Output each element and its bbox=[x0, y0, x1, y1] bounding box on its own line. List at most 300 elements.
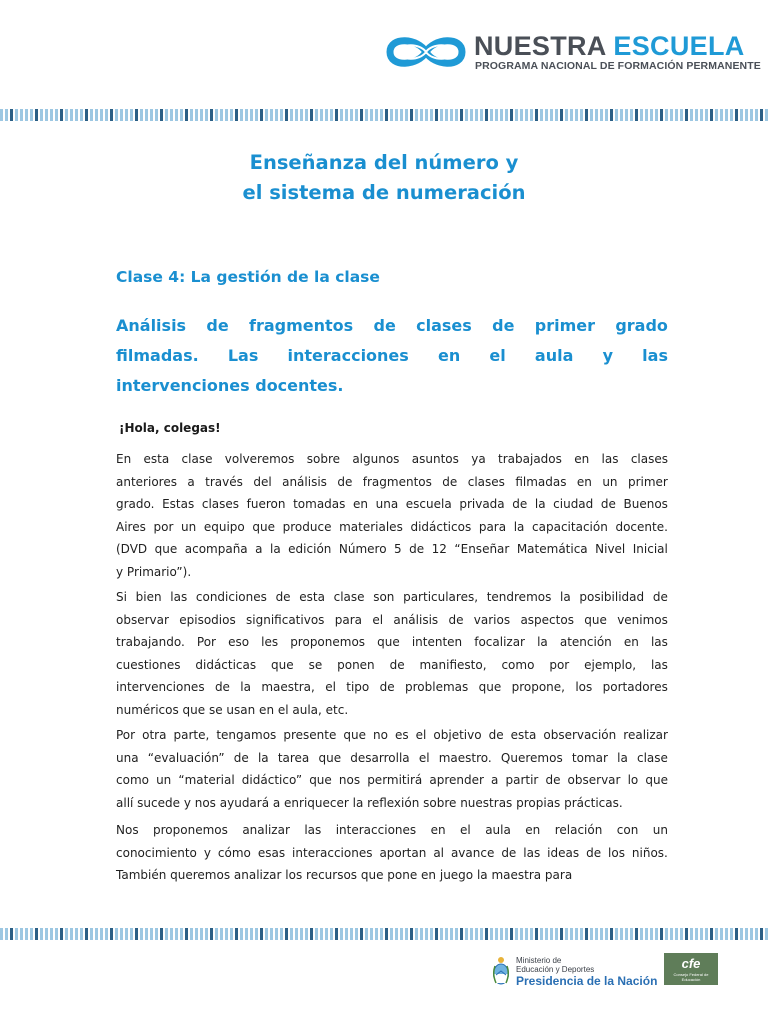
stripe-bar bbox=[730, 109, 733, 121]
stripe-bar bbox=[80, 928, 83, 940]
paragraph-2 bbox=[116, 586, 668, 721]
paragraph-word: cuestiones bbox=[116, 657, 181, 672]
paragraph-word: la bbox=[560, 590, 571, 604]
stripe-bar bbox=[675, 109, 678, 121]
stripe-bar bbox=[510, 109, 513, 121]
paragraph-word: didácticos bbox=[410, 519, 472, 534]
stripe-bar bbox=[350, 928, 353, 940]
stripe-bar bbox=[230, 928, 233, 940]
paragraph-word: que bbox=[343, 728, 366, 742]
paragraph-word: de bbox=[652, 590, 668, 604]
lead-word: primer bbox=[534, 316, 595, 335]
paragraph-line bbox=[116, 586, 668, 609]
stripe-bar bbox=[25, 928, 28, 940]
paragraph-line bbox=[116, 676, 668, 699]
paragraph-word: portadores bbox=[602, 680, 668, 694]
paragraph-word: parte, bbox=[173, 728, 210, 742]
stripe-bar bbox=[140, 928, 143, 940]
stripe-bar bbox=[725, 928, 728, 940]
stripe-bar bbox=[415, 109, 418, 121]
paragraph-word: una bbox=[116, 750, 139, 765]
stripe-bar bbox=[140, 109, 143, 121]
paragraph-word: de bbox=[600, 497, 616, 511]
paragraph-word: que bbox=[584, 612, 607, 627]
brand-word-nuestra: NUESTRA bbox=[474, 31, 606, 61]
stripe-bar bbox=[10, 928, 13, 940]
stripe-bar bbox=[120, 109, 123, 121]
stripe-bar bbox=[645, 109, 648, 121]
stripe-bar bbox=[195, 109, 198, 121]
lead-word: de bbox=[206, 316, 229, 335]
paragraph-word: en bbox=[430, 823, 446, 837]
stripe-bar bbox=[55, 928, 58, 940]
stripe-bar bbox=[460, 928, 463, 940]
ministry-line-1: Ministerio de bbox=[516, 956, 562, 965]
paragraph-word: atención bbox=[559, 635, 612, 649]
paragraph-word: Número bbox=[338, 542, 387, 556]
paragraph-word: de bbox=[545, 773, 561, 787]
stripe-bar bbox=[240, 109, 243, 121]
stripe-bar bbox=[395, 928, 398, 940]
paragraph-word: les bbox=[261, 635, 279, 649]
lead-word: de bbox=[492, 316, 515, 335]
stripe-bar bbox=[15, 109, 18, 121]
lead-word: filmadas. bbox=[116, 346, 199, 365]
stripe-bar bbox=[175, 928, 178, 940]
paragraph-word: sobre bbox=[306, 452, 340, 466]
paragraph-word: una bbox=[375, 497, 399, 511]
stripe-bar bbox=[60, 928, 63, 940]
paragraph-word: Si bbox=[116, 590, 127, 604]
stripe-bar bbox=[285, 109, 288, 121]
stripe-bar bbox=[85, 109, 88, 121]
stripe-bar bbox=[200, 109, 203, 121]
stripe-bar bbox=[185, 109, 188, 121]
paragraph-word: proponemos bbox=[290, 635, 366, 649]
stripe-bar bbox=[555, 928, 558, 940]
paragraph-word: como bbox=[116, 773, 149, 787]
stripe-bar bbox=[435, 928, 438, 940]
paragraph-word: Aires bbox=[116, 519, 146, 534]
stripe-bar bbox=[405, 928, 408, 940]
paragraph-word: edición bbox=[288, 542, 332, 556]
stripe-bar bbox=[655, 928, 658, 940]
paragraph-word: que bbox=[478, 680, 502, 694]
stripe-bar bbox=[475, 928, 478, 940]
paragraph-word: un bbox=[181, 519, 197, 534]
paragraph-word: los bbox=[575, 680, 593, 694]
paragraph-line bbox=[116, 631, 668, 654]
paragraph-word: la bbox=[240, 680, 251, 694]
stripe-bar bbox=[120, 928, 123, 940]
paragraph-word: nos bbox=[338, 773, 361, 787]
stripe-bar bbox=[270, 928, 273, 940]
stripe-bar bbox=[345, 928, 348, 940]
paragraph-word: que bbox=[154, 542, 178, 556]
paragraph-line bbox=[116, 724, 668, 747]
lead-word: grado bbox=[615, 316, 668, 335]
stripe-bar bbox=[220, 109, 223, 121]
stripe-bar bbox=[365, 109, 368, 121]
stripe-bar bbox=[520, 928, 523, 940]
paragraph-word: Nivel bbox=[595, 542, 626, 556]
paragraph-word: las bbox=[650, 657, 668, 672]
paragraph-word: En bbox=[116, 452, 132, 466]
stripe-bar bbox=[260, 928, 263, 940]
paragraph-word: de bbox=[379, 680, 395, 694]
stripe-bar bbox=[515, 109, 518, 121]
paragraph-word: la bbox=[537, 635, 548, 649]
stripe-bar bbox=[155, 109, 158, 121]
paragraph-word: en bbox=[574, 452, 590, 466]
stripe-bar bbox=[55, 109, 58, 121]
paragraph-word: de bbox=[275, 590, 291, 604]
stripe-bar bbox=[345, 109, 348, 121]
argentina-shield-icon bbox=[492, 956, 510, 986]
brand-title bbox=[474, 32, 745, 60]
paragraph-word: se bbox=[308, 657, 323, 672]
stripe-bar bbox=[720, 928, 723, 940]
stripe-bar bbox=[335, 928, 338, 940]
stripe-bar bbox=[735, 109, 738, 121]
stripe-bar bbox=[305, 928, 308, 940]
stripe-bar bbox=[370, 109, 373, 121]
paragraph-1 bbox=[116, 448, 668, 583]
stripe-bar bbox=[520, 109, 523, 121]
stripe-bar bbox=[760, 928, 763, 940]
stripe-bar bbox=[690, 109, 693, 121]
paragraph-line bbox=[116, 792, 668, 815]
stripe-bar bbox=[110, 109, 113, 121]
paragraph-word: tendremos bbox=[486, 590, 552, 604]
paragraph-word: Nos bbox=[116, 823, 139, 837]
stripe-bar bbox=[450, 109, 453, 121]
paragraph-word: posibilidad bbox=[579, 590, 645, 604]
stripe-bar bbox=[515, 928, 518, 940]
paragraph-word: clases bbox=[467, 474, 505, 489]
paragraph-line bbox=[116, 609, 668, 632]
title-line-1: Enseñanza del número y bbox=[249, 151, 519, 174]
stripe-bar bbox=[210, 109, 213, 121]
paragraph-word: algunos bbox=[352, 452, 400, 466]
paragraph-word: para bbox=[334, 612, 362, 627]
stripe-bar bbox=[90, 928, 93, 940]
stripe-bar bbox=[100, 109, 103, 121]
paragraph-word: aula bbox=[485, 823, 511, 837]
paragraph-word: ciudad bbox=[553, 497, 594, 511]
stripe-bar bbox=[50, 928, 53, 940]
stripe-bar bbox=[695, 928, 698, 940]
stripe-bar bbox=[160, 109, 163, 121]
nuestra-escuela-logo bbox=[384, 30, 761, 74]
stripe-bar bbox=[70, 928, 73, 940]
paragraph-word: por bbox=[153, 519, 174, 534]
paragraph-word: capacitación bbox=[532, 519, 608, 534]
paragraph-word: que bbox=[252, 519, 275, 534]
stripe-bar bbox=[265, 109, 268, 121]
stripe-bar bbox=[480, 109, 483, 121]
document-title bbox=[0, 148, 768, 208]
stripe-bar bbox=[270, 109, 273, 121]
stripe-bar bbox=[715, 928, 718, 940]
stripe-bar bbox=[385, 928, 388, 940]
paragraph-word: clase bbox=[181, 452, 213, 466]
paragraph-word: didácticas bbox=[195, 657, 257, 672]
stripe-bar bbox=[225, 109, 228, 121]
stripe-bar bbox=[685, 928, 688, 940]
stripe-bar bbox=[210, 928, 213, 940]
stripe-bar bbox=[710, 109, 713, 121]
stripe-bar bbox=[490, 109, 493, 121]
paragraph-word: Matemática bbox=[516, 542, 588, 556]
stripe-bar bbox=[105, 109, 108, 121]
stripe-bar bbox=[740, 928, 743, 940]
stripe-bar bbox=[150, 109, 153, 121]
stripe-bar bbox=[245, 928, 248, 940]
class-heading: Clase 4: La gestión de la clase bbox=[116, 268, 380, 286]
paragraph-line bbox=[116, 864, 668, 887]
stripe-bar bbox=[255, 109, 258, 121]
stripe-bar bbox=[560, 109, 563, 121]
paragraph-word: Queremos bbox=[500, 750, 563, 765]
stripe-bar bbox=[560, 928, 563, 940]
lead-line bbox=[116, 311, 668, 341]
stripe-bar bbox=[135, 928, 138, 940]
stripe-bar bbox=[330, 928, 333, 940]
paragraph-word: focalizar bbox=[474, 635, 525, 649]
stripe-bar bbox=[530, 109, 533, 121]
stripe-bar bbox=[90, 109, 93, 121]
stripe-bar bbox=[45, 109, 48, 121]
stripe-bar bbox=[190, 109, 193, 121]
stripe-bar bbox=[350, 109, 353, 121]
stripe-bar bbox=[540, 928, 543, 940]
paragraph-word: que bbox=[318, 750, 342, 765]
stripe-bar bbox=[705, 109, 708, 121]
paragraph-word: Buenos bbox=[623, 497, 668, 511]
cfe-logo bbox=[664, 953, 718, 985]
stripe-bar bbox=[605, 928, 608, 940]
stripe-bar bbox=[390, 109, 393, 121]
stripe-bar bbox=[25, 109, 28, 121]
stripe-bar bbox=[95, 109, 98, 121]
stripe-bar bbox=[525, 928, 528, 940]
stripe-bar bbox=[420, 109, 423, 121]
paragraph-line bbox=[116, 493, 668, 516]
stripe-bar bbox=[480, 928, 483, 940]
stripe-bar bbox=[595, 109, 598, 121]
stripe-bar bbox=[465, 109, 468, 121]
paragraph-word: trabajados bbox=[498, 452, 562, 466]
paragraph-word: con bbox=[616, 823, 639, 837]
stripe-bar bbox=[505, 109, 508, 121]
paragraph-line bbox=[116, 819, 668, 842]
paragraph-word: la bbox=[534, 497, 546, 511]
paragraph-word: de bbox=[389, 657, 405, 672]
paragraph-word: asuntos bbox=[411, 452, 459, 466]
paragraph-word: avance bbox=[450, 845, 495, 860]
stripe-bar bbox=[185, 928, 188, 940]
stripe-bar bbox=[550, 928, 553, 940]
stripe-bar bbox=[95, 928, 98, 940]
stripe-bar bbox=[200, 928, 203, 940]
paragraph-word: 12 bbox=[431, 542, 447, 556]
stripe-bar bbox=[360, 109, 363, 121]
stripe-bar bbox=[430, 928, 433, 940]
stripe-bar bbox=[740, 109, 743, 121]
lead-line bbox=[116, 341, 668, 371]
stripe-bar bbox=[545, 109, 548, 121]
paragraph-word: Por bbox=[116, 728, 136, 742]
paragraph-word: en bbox=[353, 497, 368, 511]
lead-word: aula bbox=[534, 346, 574, 365]
stripe-bar bbox=[375, 109, 378, 121]
stripe-bar bbox=[445, 928, 448, 940]
stripe-bar bbox=[435, 109, 438, 121]
stripe-bar bbox=[180, 928, 183, 940]
stripe-bar bbox=[750, 928, 753, 940]
stripe-bar bbox=[755, 928, 758, 940]
stripe-bar bbox=[60, 109, 63, 121]
stripe-bar bbox=[590, 109, 593, 121]
stripe-bar bbox=[85, 928, 88, 940]
lead-text: intervenciones docentes. bbox=[116, 376, 344, 395]
stripe-bar bbox=[660, 928, 663, 940]
stripe-bar bbox=[720, 109, 723, 121]
paragraph-line bbox=[116, 842, 668, 865]
stripe-bar bbox=[30, 928, 33, 940]
paragraph-word: es bbox=[394, 728, 409, 742]
ministry-line-2: Educación y Deportes bbox=[516, 965, 595, 974]
paragraph-word: fueron bbox=[246, 497, 286, 511]
paragraph-word: ejemplo, bbox=[584, 657, 637, 672]
paragraph-word: observar bbox=[567, 773, 621, 787]
paragraph-line bbox=[116, 769, 668, 792]
paragraph-word: esta bbox=[510, 728, 537, 742]
stripe-bar bbox=[75, 109, 78, 121]
stripe-bar bbox=[110, 928, 113, 940]
paragraph-word: objetivo bbox=[433, 728, 482, 742]
stripe-bar bbox=[600, 928, 603, 940]
stripe-bar bbox=[610, 928, 613, 940]
stripe-bar bbox=[590, 928, 593, 940]
stripe-bar bbox=[745, 109, 748, 121]
lead-word: Análisis bbox=[116, 316, 187, 335]
stripe-bar bbox=[320, 928, 323, 940]
stripe-bar bbox=[410, 928, 413, 940]
stripe-bar bbox=[205, 109, 208, 121]
stripe-bar bbox=[35, 928, 38, 940]
paragraph-word: intervenciones bbox=[116, 680, 205, 694]
paragraph-word: Por bbox=[196, 635, 216, 649]
stripe-bar bbox=[570, 109, 573, 121]
paragraph-word: aportan bbox=[379, 845, 427, 860]
stripe-bar bbox=[235, 928, 238, 940]
stripe-bar bbox=[375, 928, 378, 940]
paragraph-line bbox=[116, 448, 668, 471]
stripe-bar bbox=[330, 109, 333, 121]
stripe-bar bbox=[280, 928, 283, 940]
paragraph-4 bbox=[116, 819, 668, 887]
brand-word-escuela: ESCUELA bbox=[613, 31, 745, 61]
paragraph-word: maestro. bbox=[438, 750, 492, 765]
paragraph-word: esta bbox=[143, 452, 170, 466]
stripe-bar bbox=[505, 928, 508, 940]
paragraph-word: condiciones bbox=[195, 590, 267, 604]
decorative-stripe-top bbox=[0, 109, 768, 121]
stripe-bar bbox=[230, 109, 233, 121]
stripe-bar bbox=[205, 928, 208, 940]
stripe-bar bbox=[115, 928, 118, 940]
paragraph-word: clase bbox=[333, 590, 365, 604]
stripe-bar bbox=[655, 109, 658, 121]
paragraph-line bbox=[116, 747, 668, 770]
stripe-bar bbox=[260, 109, 263, 121]
stripe-bar bbox=[605, 109, 608, 121]
paragraph-word: primer bbox=[627, 474, 668, 489]
stripe-bar bbox=[425, 928, 428, 940]
stripe-bar bbox=[670, 928, 673, 940]
stripe-bar bbox=[700, 928, 703, 940]
stripe-bar bbox=[170, 928, 173, 940]
stripe-bar bbox=[400, 928, 403, 940]
stripe-bar bbox=[370, 928, 373, 940]
stripe-bar bbox=[275, 928, 278, 940]
lead-word: y bbox=[602, 346, 613, 365]
paragraph-word: del bbox=[253, 474, 272, 489]
stripe-bar bbox=[535, 928, 538, 940]
paragraph-word: a bbox=[255, 542, 263, 556]
stripe-bar bbox=[685, 109, 688, 121]
paragraph-word: ya bbox=[471, 452, 486, 466]
paragraph-word: materiales bbox=[339, 519, 403, 534]
stripe-bar bbox=[555, 109, 558, 121]
stripe-bar bbox=[625, 109, 628, 121]
cfe-logo-text: cfe bbox=[681, 956, 701, 971]
paragraph-word: en bbox=[623, 635, 639, 649]
stripe-bar bbox=[750, 109, 753, 121]
stripe-bar bbox=[170, 109, 173, 121]
stripe-bar bbox=[190, 928, 193, 940]
stripe-bar bbox=[145, 928, 148, 940]
stripe-bar bbox=[80, 109, 83, 121]
stripe-bar bbox=[595, 928, 598, 940]
stripe-bar bbox=[495, 109, 498, 121]
paragraph-word: Estas bbox=[162, 497, 195, 511]
stripe-bar bbox=[310, 928, 313, 940]
paragraph-word: fragmentos bbox=[362, 474, 432, 489]
title-line-2: el sistema de numeración bbox=[242, 181, 526, 204]
stripe-bar bbox=[70, 109, 73, 121]
stripe-bar bbox=[340, 109, 343, 121]
stripe-bar bbox=[145, 109, 148, 121]
stripe-bar bbox=[15, 928, 18, 940]
paragraph-word: la bbox=[270, 542, 281, 556]
paragraph-word: las bbox=[170, 590, 188, 604]
paragraph-word: anteriores bbox=[116, 474, 177, 489]
stripe-bar bbox=[195, 928, 198, 940]
stripe-bar bbox=[485, 928, 488, 940]
stripe-bar bbox=[580, 928, 583, 940]
lead-line bbox=[116, 371, 668, 401]
paragraph-word: de bbox=[233, 750, 249, 765]
stripe-bar bbox=[65, 928, 68, 940]
paragraph-word: didáctico” bbox=[241, 773, 303, 787]
stripe-bar bbox=[455, 109, 458, 121]
paragraph-word: grado. bbox=[116, 497, 155, 511]
paragraph-word: y bbox=[203, 845, 211, 860]
stripe-bar bbox=[730, 928, 733, 940]
